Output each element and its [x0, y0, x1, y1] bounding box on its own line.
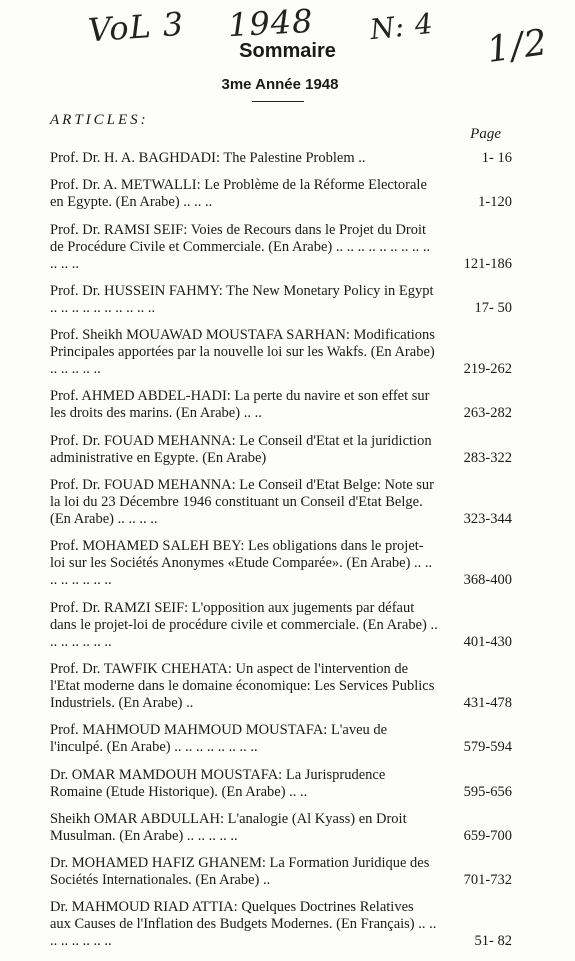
toc-entry-text: Prof. Dr. RAMZI SEIF: L'opposition aux jugements par défaut dans le projet-loi de procédure civile et commerciale. (En Arabe) .. .. .. .. .. .. .. [50, 599, 438, 650]
page-subtitle: 3me Année 1948 [221, 76, 339, 93]
page-column-heading: Page [470, 126, 501, 142]
handwritten-year-note: 1948 [227, 1, 315, 45]
title-divider [252, 101, 304, 102]
toc-entry-text: Sheikh OMAR ABDULLAH: L'analogie (Al Kyass) en Droit Musulman. (En Arabe) .. .. .. .. .. [50, 810, 407, 844]
toc-entry [50, 811, 512, 845]
toc-entry-text: Prof. Dr. H. A. BAGHDADI: The Palestine Problem .. [50, 150, 366, 166]
toc-entry-text: Prof. Dr. FOUAD MEHANNA: Le Conseil d'Etat Belge: Note sur la loi du 23 Décembre 1946 constituant un Conseil d'Etat Belge. (En Arabe) .. .. .. .. [50, 477, 435, 528]
toc-entry-text: Prof. AHMED ABDEL-HADI: La perte du navire et son effet sur les droits des marins. (En Arabe) .. .. [50, 388, 430, 422]
table-of-contents [50, 150, 512, 961]
toc-entry-text: Prof. Dr. HUSSEIN FAHMY: The New Monetary Policy in Egypt .. .. .. .. .. .. .. .. .. .. [50, 282, 434, 316]
page-title: Sommaire [239, 40, 336, 62]
toc-entry-text: Prof. Dr. RAMSI SEIF: Voies de Recours dans le Projet du Droit de Procédure Civile et Commerciale. (En Arabe) .. .. .. .. .. .. .. .. .. .. .. .. [50, 221, 431, 272]
toc-entry-text: Prof. Dr. A. METWALLI: Le Problème de la Réforme Electorale en Egypte. (En Arabe) .. .. .. [50, 177, 427, 211]
toc-entry-pages: 1- 16 [481, 150, 512, 166]
toc-entry [50, 855, 512, 889]
toc-entry-text: Prof. Sheikh MOUAWAD MOUSTAFA SARHAN: Modifications Principales apportées par la nouvelle loi sur les Wakfs. (En Arabe) .. .. .. .. .. [50, 327, 435, 378]
toc-entry-pages: 121-186 [463, 255, 512, 272]
toc-entry-pages: 701-732 [463, 872, 512, 889]
toc-entry-pages: 659-700 [463, 827, 512, 844]
toc-entry [50, 283, 512, 317]
toc-entry-pages: 1-120 [478, 194, 512, 211]
toc-entry [50, 767, 512, 801]
toc-entry [50, 177, 512, 211]
toc-entry-text: Prof. Dr. FOUAD MEHANNA: Le Conseil d'Etat et la juridiction administrative en Egypte. (En Arabe) [50, 432, 432, 466]
toc-entry-text: Dr. MOHAMED HAFIZ GHANEM: La Formation Juridique des Sociétés Internationales. (En Arabe) .. [50, 855, 430, 889]
toc-entry [50, 327, 512, 378]
toc-entry-pages: 17- 50 [474, 299, 512, 316]
toc-entry [50, 722, 512, 756]
toc-entry-text: Dr. MAHMOUD RIAD ATTIA: Quelques Doctrines Relatives aux Causes de l'Inflation des Budgets Modernes. (En Français) .. .. .. .. .. .. .. .. [50, 899, 437, 950]
toc-entry-pages: 219-262 [463, 361, 512, 378]
toc-entry-pages: 431-478 [463, 694, 512, 711]
handwritten-part-note: 1/2 [484, 21, 551, 72]
toc-entry [50, 538, 512, 589]
toc-entry [50, 899, 512, 950]
toc-entry [50, 477, 512, 528]
section-heading: ARTICLES: [50, 112, 149, 128]
toc-entry [50, 433, 512, 467]
toc-entry-pages: 51- 82 [474, 933, 512, 950]
handwritten-volume-note: VoL 3 [86, 4, 186, 50]
toc-entry [50, 600, 512, 651]
toc-entry-text: Prof. Dr. TAWFIK CHEHATA: Un aspect de l'intervention de l'Etat moderne dans le domaine économique: Les Services Publics Industriels. (En Arabe) .. [50, 660, 435, 711]
toc-entry-text: Prof. MAHMOUD MAHMOUD MOUSTAFA: L'aveu de l'inculpé. (En Arabe) .. .. .. .. .. .. .. .. [50, 722, 388, 756]
toc-entry [50, 388, 512, 422]
toc-entry-pages: 401-430 [463, 633, 512, 650]
toc-entry [50, 222, 512, 273]
toc-entry [50, 661, 512, 712]
toc-entry-pages: 323-344 [463, 511, 512, 528]
toc-entry [50, 150, 512, 167]
toc-entry-pages: 579-594 [463, 739, 512, 756]
toc-entry-pages: 368-400 [463, 572, 512, 589]
toc-entry-text: Dr. OMAR MAMDOUH MOUSTAFA: La Jurisprudence Romaine (Etude Historique). (En Arabe) .. .. [50, 766, 386, 800]
handwritten-number-note: N: 4 [368, 6, 436, 47]
toc-entry-pages: 283-322 [463, 449, 512, 466]
toc-entry-pages: 263-282 [463, 405, 512, 422]
toc-entry-pages: 595-656 [463, 783, 512, 800]
toc-entry-text: Prof. MOHAMED SALEH BEY: Les obligations dans le projet-loi sur les Sociétés Anonymes «Etude Comparée». (En Arabe) .. .. .. .. .. .. .. .. [50, 538, 433, 589]
